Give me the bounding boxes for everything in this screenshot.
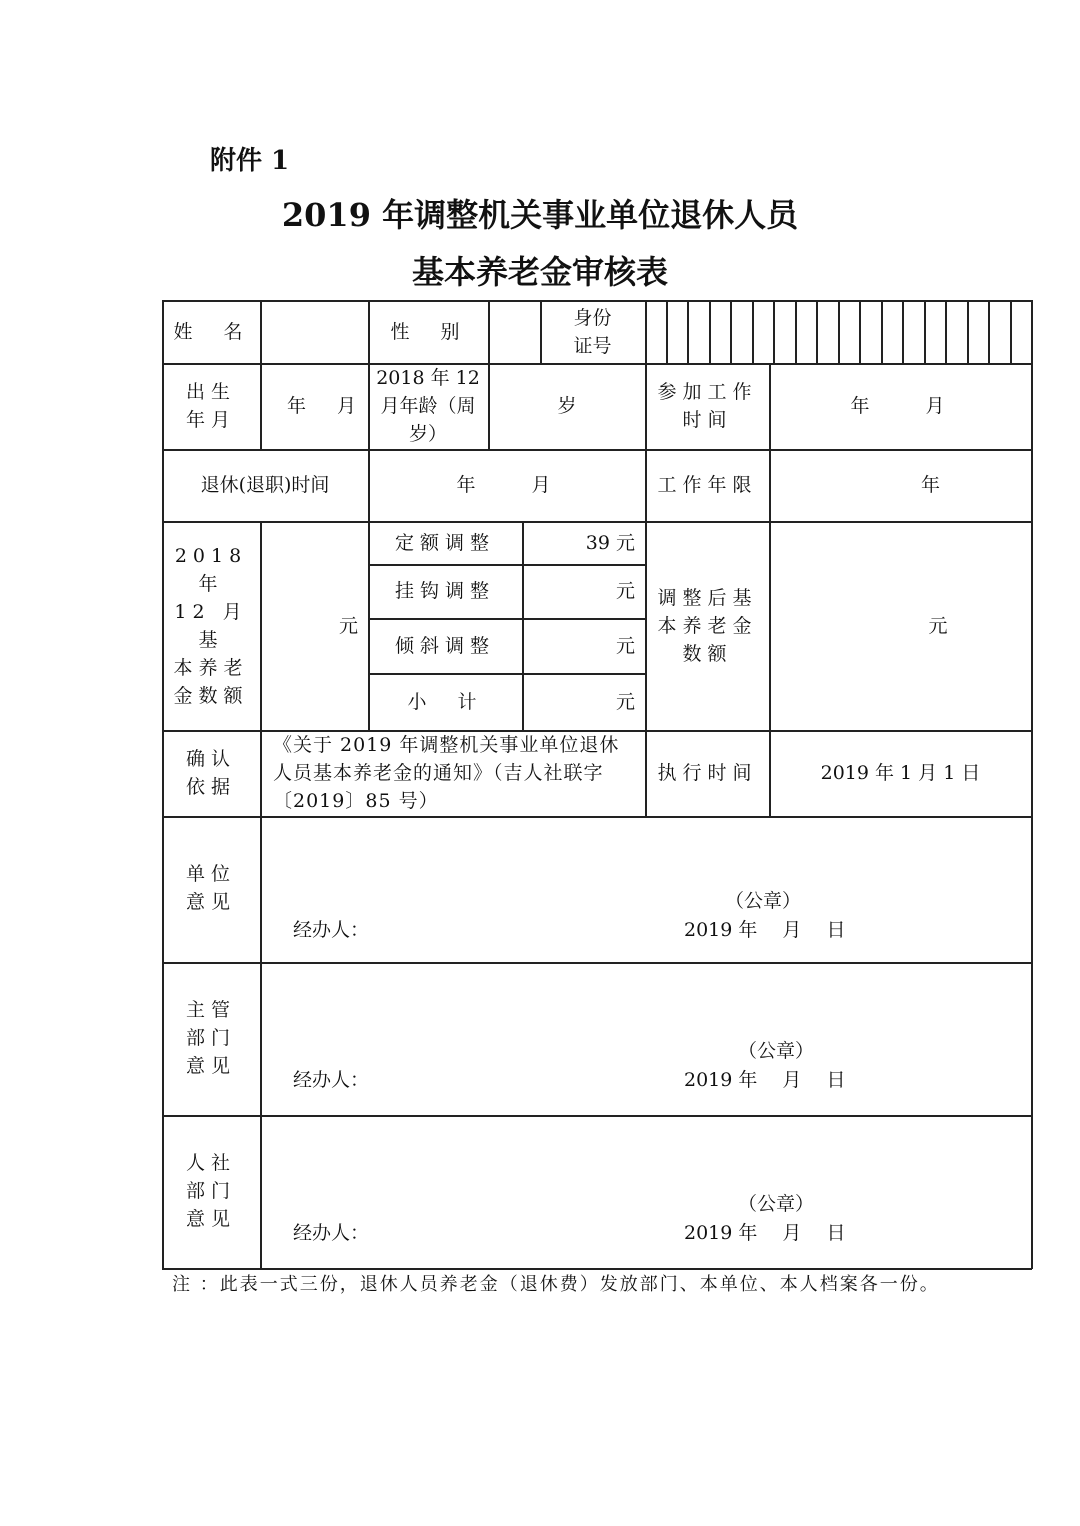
form-title-line2: 基本养老金审核表 xyxy=(411,253,668,291)
footnote: 注 ：此表一式三份，退休人员养老金（退休费）发放部门、本单位、本人档案各一份。 xyxy=(172,1274,940,1295)
hrss-opinion-area[interactable] xyxy=(261,1115,1031,1268)
hrss-handler-label: 经办人： xyxy=(293,1222,370,1244)
linked-adjust-value[interactable]: 元 xyxy=(615,580,635,602)
base-pension-label: 2018 年 12 月基 本养老 金数额 xyxy=(173,544,249,707)
base-pension-value[interactable]: 元 xyxy=(338,614,358,637)
unit-date[interactable]: 2019 年 月 日 xyxy=(684,919,846,941)
hrss-seal-label: （公章） xyxy=(738,1193,815,1215)
tilt-adjust-label: 倾斜调整 xyxy=(394,634,495,657)
unit-seal-label: （公章） xyxy=(725,890,802,912)
execution-time-value: 2019 年 1 月 1 日 xyxy=(820,762,981,784)
supervisor-opinion-label: 主管 部门 意见 xyxy=(185,999,236,1077)
supervisor-seal-label: （公章） xyxy=(738,1040,815,1062)
supervisor-handler-label: 经办人： xyxy=(293,1069,370,1091)
execution-time-label: 执行时间 xyxy=(657,762,758,784)
gender-label: 性 别 xyxy=(390,320,466,343)
name-field[interactable] xyxy=(261,300,368,363)
subtotal-label: 小 计 xyxy=(407,690,483,713)
age-label: 2018 年 12 月年龄（周 岁） xyxy=(376,367,480,445)
unit-handler-label: 经办人： xyxy=(293,919,370,941)
subtotal-value[interactable]: 元 xyxy=(615,690,635,713)
adjusted-pension-value[interactable]: 元 xyxy=(928,614,948,637)
adjusted-pension-label: 调整后基 本养老金 数额 xyxy=(657,586,758,665)
form-title-line1: 2019 年调整机关事业单位退休人员 xyxy=(281,196,799,234)
fixed-adjust-label: 定额调整 xyxy=(394,531,495,554)
linked-adjust-label: 挂钩调整 xyxy=(394,580,495,602)
basis-text: 《关于 2019 年调整机关事业单位退休 人员基本养老金的通知》（吉人社联字 〔2019〕85 号） xyxy=(273,734,620,812)
birth-label: 出生 年月 xyxy=(185,381,236,431)
id-number-boxes[interactable] xyxy=(646,300,1031,363)
gender-field[interactable] xyxy=(489,300,540,363)
work-start-label: 参加工作 时间 xyxy=(657,381,758,431)
work-years-value[interactable]: 年 xyxy=(920,474,940,496)
tilt-adjust-value[interactable]: 元 xyxy=(615,634,635,657)
fixed-adjust-value[interactable]: 39 元 xyxy=(585,531,635,554)
hrss-date[interactable]: 2019 年 月 日 xyxy=(684,1222,846,1244)
supervisor-date[interactable]: 2019 年 月 日 xyxy=(684,1069,846,1091)
supervisor-opinion-area[interactable] xyxy=(261,962,1031,1115)
unit-opinion-label: 单位 意见 xyxy=(185,863,236,913)
work-years-label: 工作年限 xyxy=(657,474,758,496)
work-start-value[interactable]: 年 月 xyxy=(850,395,951,417)
unit-opinion-area[interactable] xyxy=(261,816,1031,962)
age-value[interactable]: 岁 xyxy=(557,395,577,417)
retire-time-value[interactable]: 年 月 xyxy=(456,474,557,496)
attachment-label: 附件 1 xyxy=(210,146,290,176)
id-number-label: 身份 证号 xyxy=(573,306,612,357)
birth-value[interactable]: 年 月 xyxy=(286,395,362,417)
name-label: 姓 名 xyxy=(173,320,249,343)
retire-time-label: 退休(退职)时间 xyxy=(200,474,330,496)
basis-label: 确认 依据 xyxy=(185,748,236,798)
hrss-opinion-label: 人社 部门 意见 xyxy=(185,1152,236,1230)
